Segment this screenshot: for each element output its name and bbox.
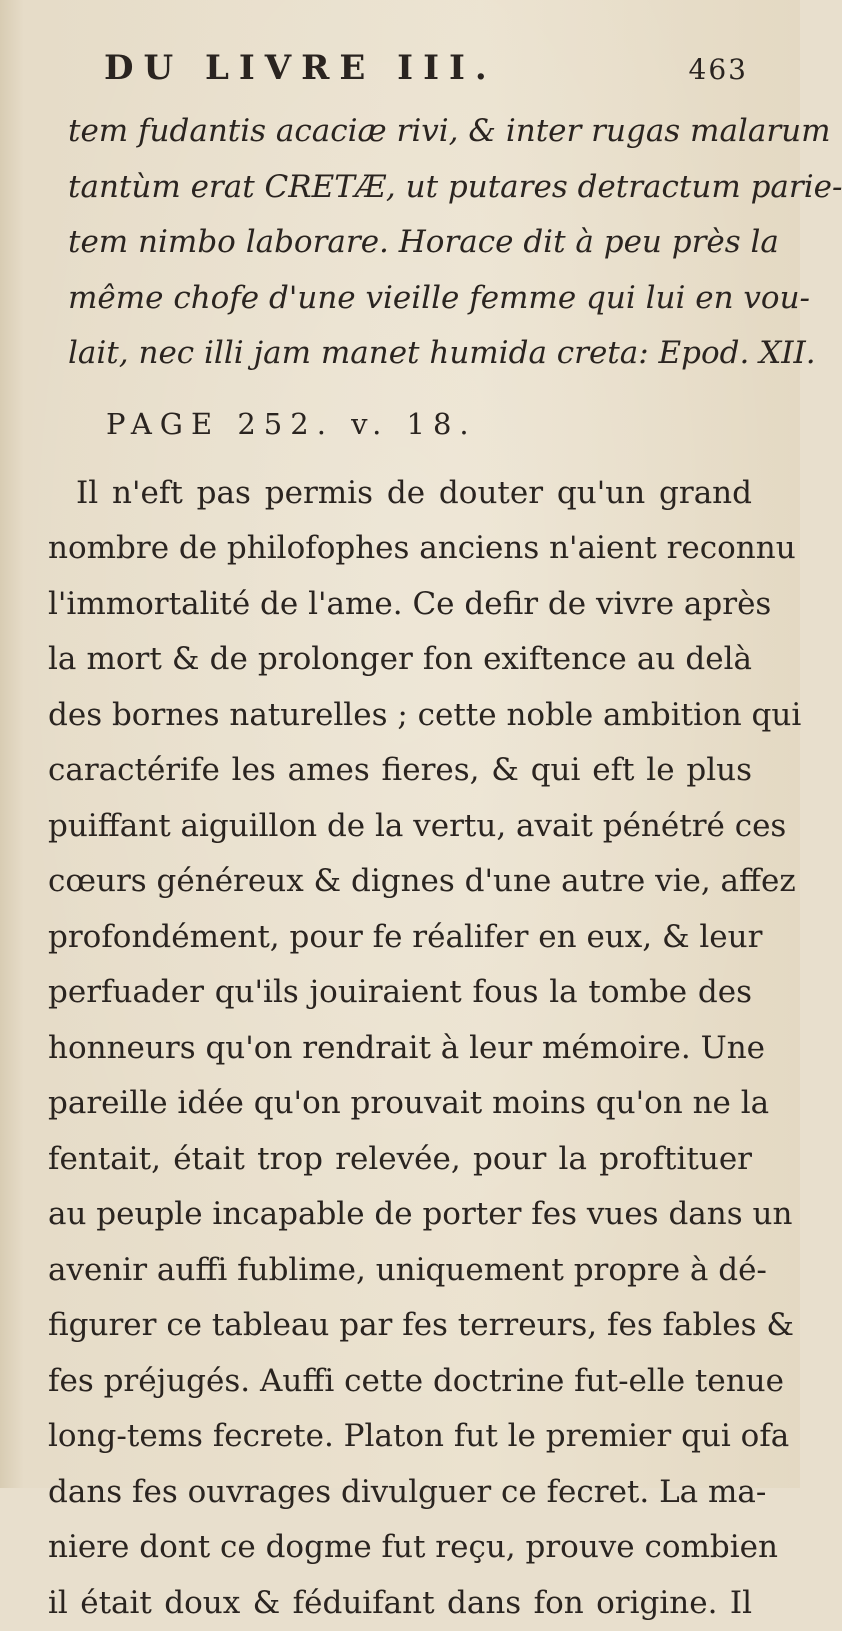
quote-line: tem fudantis acaciæ rivi, & inter rugas malarum	[68, 104, 750, 160]
body-line: l'immortalité de l'ame. Ce defir de vivre après	[48, 577, 760, 633]
page-number: 463	[689, 53, 748, 86]
quote-line: lait, nec illi jam manet humida creta: Epod. XII.	[68, 326, 750, 382]
note-subheading: PAGE 252. v. 18.	[48, 382, 760, 466]
body-line: des bornes naturelles ; cette noble ambition qui	[48, 688, 760, 744]
body-line: caractérife les ames fieres, & qui eft le plus	[48, 743, 760, 799]
quote-line: même chofe d'une vieille femme qui lui en vou-	[68, 271, 750, 327]
body-line: fes préjugés. Auffi cette doctrine fut-elle tenue	[48, 1354, 760, 1410]
body-line: au peuple incapable de porter fes vues dans un	[48, 1187, 760, 1243]
body-text	[48, 466, 760, 1631]
body-line: dans fes ouvrages divulguer ce fecret. La ma-	[48, 1465, 760, 1521]
quote-line: tem nimbo laborare. Horace dit à peu près la	[68, 215, 750, 271]
latin-quotation	[48, 104, 760, 382]
page-header	[48, 48, 760, 104]
body-line: honneurs qu'on rendrait à leur mémoire. Une	[48, 1021, 760, 1077]
body-line: la mort & de prolonger fon exiftence au delà	[48, 632, 760, 688]
body-line: figurer ce tableau par fes terreurs, fes fables &	[48, 1298, 760, 1354]
body-line: profondément, pour fe réalifer en eux, & leur	[48, 910, 760, 966]
running-head: DU LIVRE III.	[104, 48, 497, 88]
body-line: cœurs généreux & dignes d'une autre vie, affez	[48, 854, 760, 910]
body-line: pareille idée qu'on prouvait moins qu'on ne la	[48, 1076, 760, 1132]
quote-line: tantùm erat CRETÆ, ut putares detractum parie-	[68, 160, 750, 216]
body-line: long-tems fecrete. Platon fut le premier qui ofa	[48, 1409, 760, 1465]
body-line: fentait, était trop relevée, pour la proftituer	[48, 1132, 760, 1188]
body-line: il était doux & féduifant dans fon origine. Il	[48, 1576, 760, 1631]
body-line: perfuader qu'ils jouiraient fous la tombe des	[48, 965, 760, 1021]
body-line: avenir auffi fublime, uniquement propre à dé-	[48, 1243, 760, 1299]
body-line: puiffant aiguillon de la vertu, avait pénétré ces	[48, 799, 760, 855]
body-line: Il n'eft pas permis de douter qu'un grand	[48, 466, 760, 522]
body-line: nombre de philofophes anciens n'aient reconnu	[48, 521, 760, 577]
body-line: niere dont ce dogme fut reçu, prouve combien	[48, 1520, 760, 1576]
